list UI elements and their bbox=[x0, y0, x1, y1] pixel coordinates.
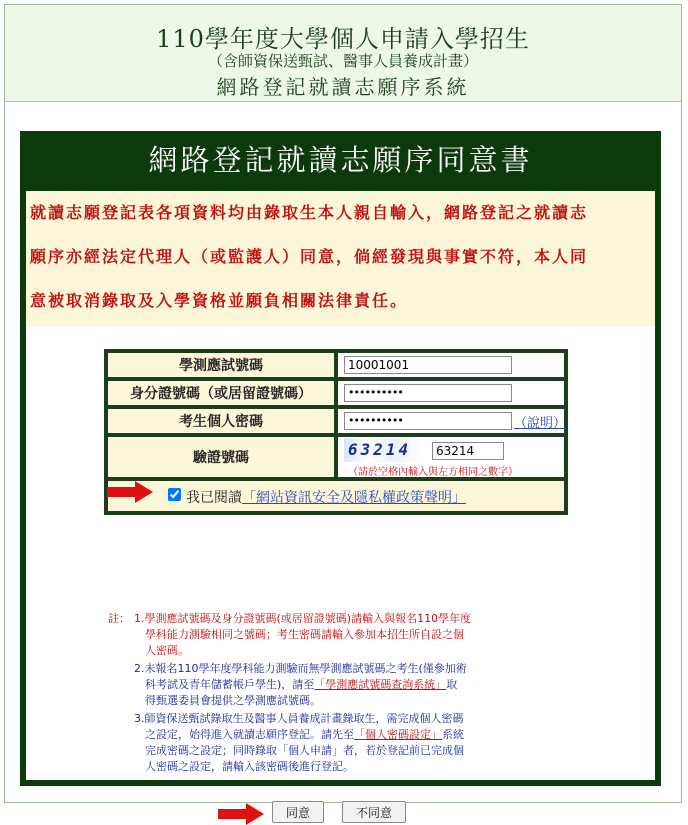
system-header bbox=[5, 5, 681, 102]
note-2-line-2 bbox=[145, 677, 457, 693]
pointer-arrow-icon bbox=[107, 481, 153, 503]
header-title: 110學年度大學個人申請入學招生 bbox=[156, 25, 530, 53]
pointer-arrow-icon bbox=[218, 803, 264, 825]
consent-statement bbox=[26, 191, 655, 326]
captcha-row bbox=[108, 437, 564, 477]
panel-body bbox=[26, 191, 655, 820]
note-3-line-3: 完成密碼之設定；同時錄取「個人申請」者，若於登記前已完成個 bbox=[145, 744, 464, 757]
agree-row bbox=[108, 481, 564, 511]
captcha-hint: （請於空格內輸入與左方相同之數字） bbox=[348, 467, 518, 478]
note-3-line-1: 3.師資保送甄試錄取生及醫事人員養成計畫錄取生，需完成個人密碼 bbox=[134, 712, 464, 725]
agree-button[interactable]: 同意 bbox=[272, 801, 324, 823]
note-2-line-1: 2.未報名110學年度學科能力測驗而無學測應試號碼之考生(僅參加術 bbox=[134, 662, 467, 675]
captcha-image: 63214 bbox=[344, 438, 422, 462]
exam-no-row bbox=[108, 353, 564, 377]
header-system-name: 網路登記就讀志願序系統 bbox=[216, 75, 470, 99]
privacy-policy-link[interactable]: 「網站資訊安全及隱私權政策聲明」 bbox=[242, 490, 466, 506]
id-row bbox=[108, 381, 564, 405]
note-3-text-a: 之設定，始得進入就讀志願序登記。請先至 bbox=[145, 728, 354, 741]
disagree-button[interactable]: 不同意 bbox=[342, 801, 406, 823]
note-1-line-1: 1.學測應試號碼及身分證號碼(或居留證號碼)請輸入與報名110學年度 bbox=[134, 612, 472, 625]
note-3-line-2 bbox=[145, 727, 464, 743]
password-row bbox=[108, 409, 567, 433]
exam-no-query-link[interactable]: 「學測應試號碼查詢系統」 bbox=[314, 678, 447, 691]
consent-line-1: 就讀志願登記表各項資料均由錄取生本人親自輸入，網路登記之就讀志 bbox=[30, 203, 589, 222]
id-label: 身分證號碼（或居留證號碼） bbox=[108, 381, 334, 405]
exam-no-label: 學測應試號碼 bbox=[108, 353, 334, 377]
consent-line-2: 願序亦經法定代理人（或監護人）同意，倘經發現與事實不符，本人同 bbox=[30, 247, 589, 266]
agree-text bbox=[186, 487, 466, 507]
consent-panel bbox=[20, 131, 661, 820]
id-cell bbox=[338, 381, 564, 405]
agree-prefix: 我已閱讀 bbox=[186, 490, 242, 506]
panel-title: 網路登記就讀志願序同意書 bbox=[148, 143, 533, 177]
agree-checkbox[interactable] bbox=[168, 488, 181, 501]
password-label: 考生個人密碼 bbox=[108, 409, 334, 433]
password-cell bbox=[338, 409, 567, 433]
note-3-line-4: 人密碼之設定，請輸入該密碼後進行登記。 bbox=[145, 760, 354, 773]
note-1-line-2: 學科能力測驗相同之號碼；考生密碼請輸入參加本招生所自設之個 bbox=[145, 628, 464, 641]
password-input[interactable]: •••••••••• bbox=[344, 412, 512, 430]
note-3-text-b: 系統 bbox=[442, 728, 464, 741]
header-subtitle: （含師資保送甄試、醫事人員養成計畫） bbox=[207, 52, 478, 70]
note-2-text-a: 科考試及青年儲蓄帳戶學生)，請至 bbox=[145, 678, 315, 691]
notes-prefix: 註： bbox=[108, 612, 130, 625]
captcha-cell bbox=[338, 437, 564, 477]
password-help-link[interactable]: （說明） bbox=[514, 416, 567, 431]
exam-no-cell bbox=[338, 353, 564, 377]
captcha-input[interactable]: 63214 bbox=[432, 442, 504, 460]
note-1-line-3: 人密碼。 bbox=[145, 644, 189, 657]
consent-line-3: 意被取消錄取及入學資格並願負相關法律責任。 bbox=[30, 291, 409, 310]
exam-no-input[interactable]: 10001001 bbox=[344, 356, 512, 374]
login-form bbox=[104, 349, 568, 515]
password-setup-link[interactable]: 「個人密碼設定」 bbox=[354, 728, 442, 741]
id-input[interactable]: •••••••••• bbox=[344, 384, 512, 402]
note-2-line-3: 得甄選委員會提供之學測應試號碼。 bbox=[145, 694, 321, 707]
note-2-text-b: 取 bbox=[446, 678, 458, 691]
captcha-label: 驗證號碼 bbox=[108, 437, 334, 477]
